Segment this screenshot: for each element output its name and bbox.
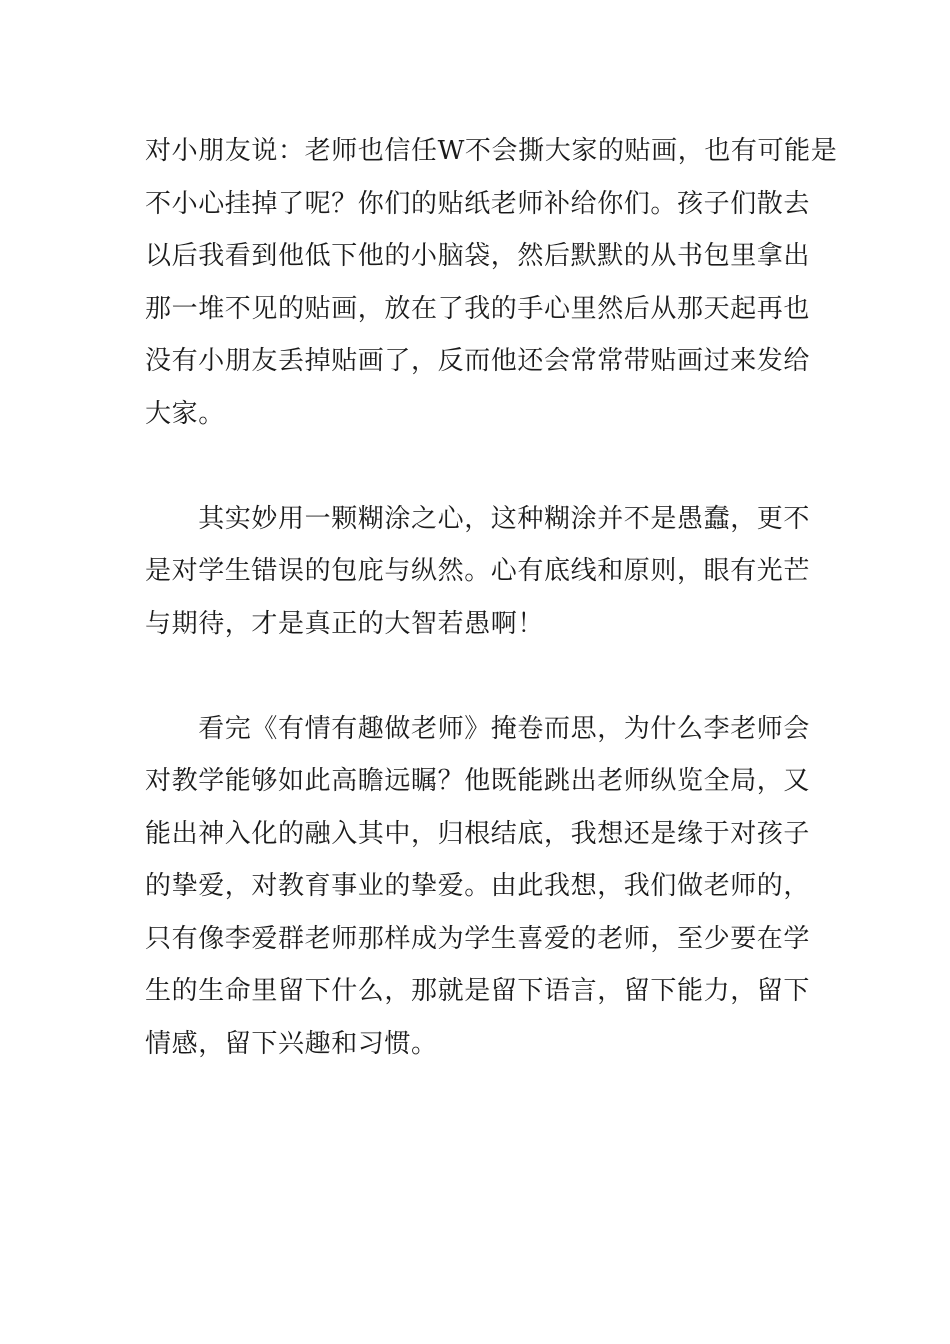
paragraph-line: 能出神入化的融入其中，归根结底，我想还是缘于对孩子 bbox=[145, 818, 811, 849]
document-body bbox=[145, 125, 838, 1070]
paragraph-line: 看完《有情有趣做老师》掩卷而思，为什么李老师会 bbox=[145, 713, 811, 744]
paragraph-line: 生的生命里留下什么，那就是留下语言，留下能力，留下 bbox=[145, 976, 811, 1006]
paragraph-line: 与期待，才是真正的大智若愚啊！ bbox=[145, 608, 545, 639]
paragraph-line: 对小朋友说：老师也信任W不会撕大家的贴画，也有可能是 bbox=[145, 136, 838, 166]
paragraph-line: 不小心挂掉了呢？你们的贴纸老师补给你们。孩子们散去 bbox=[145, 188, 811, 219]
paragraph-3 bbox=[145, 703, 811, 1071]
paragraph-spacer bbox=[145, 650, 807, 703]
paragraph-line: 大家。 bbox=[145, 398, 225, 429]
paragraph-line: 的挚爱，对教育事业的挚爱。由此我想，我们做老师的， bbox=[145, 871, 811, 901]
paragraph-line: 情感，留下兴趣和习惯。 bbox=[145, 1028, 438, 1059]
paragraph-spacer bbox=[145, 440, 807, 493]
paragraph-line: 以后我看到他低下他的小脑袋，然后默默的从书包里拿出 bbox=[145, 241, 811, 271]
paragraph-2 bbox=[145, 493, 811, 651]
paragraph-line: 只有像李爱群老师那样成为学生喜爱的老师，至少要在学 bbox=[145, 923, 811, 954]
paragraph-line: 对教学能够如此高瞻远瞩？他既能跳出老师纵览全局，又 bbox=[145, 766, 811, 796]
paragraph-line: 是对学生错误的包庇与纵然。心有底线和原则，眼有光芒 bbox=[145, 556, 811, 586]
paragraph-line: 那一堆不见的贴画，放在了我的手心里然后从那天起再也 bbox=[145, 293, 811, 324]
paragraph-line: 其实妙用一颗糊涂之心，这种糊涂并不是愚蠢，更不 bbox=[145, 503, 811, 534]
paragraph-line: 没有小朋友丢掉贴画了，反而他还会常常带贴画过来发给 bbox=[145, 346, 811, 376]
paragraph-1 bbox=[145, 125, 838, 440]
